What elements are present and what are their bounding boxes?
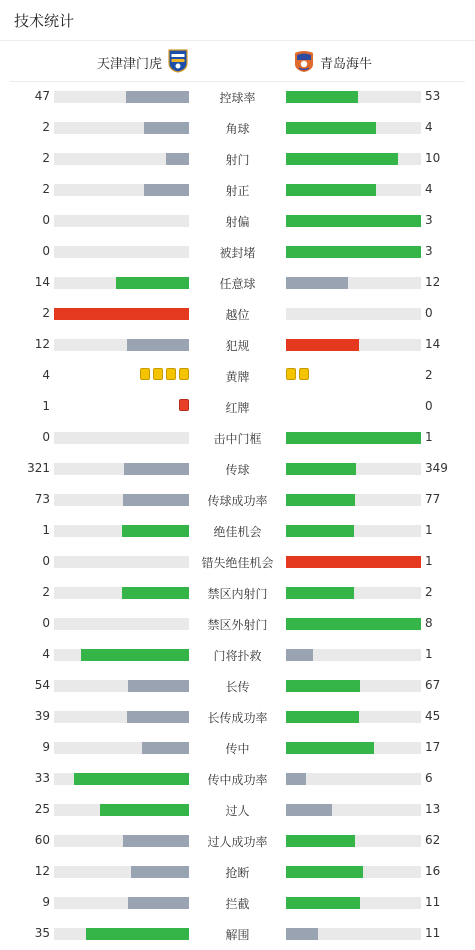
away-bar-fill — [286, 556, 421, 568]
stat-row — [0, 825, 475, 856]
stat-label: 红牌 — [225, 401, 250, 415]
away-bar-fill — [286, 432, 421, 444]
home-bar-track — [54, 618, 189, 630]
away-stat-value: 6 — [425, 771, 433, 785]
stat-row — [0, 670, 475, 701]
home-bar-track — [54, 711, 189, 723]
stat-row — [0, 608, 475, 639]
away-bar-fill — [286, 773, 306, 785]
away-bar-track — [286, 618, 421, 630]
home-bar-fill — [131, 866, 189, 878]
away-bar-fill — [286, 618, 421, 630]
home-bar-track — [54, 525, 189, 537]
away-bar-track — [286, 773, 421, 785]
stat-row — [0, 391, 475, 422]
stat-row — [0, 453, 475, 484]
away-stat-value: 0 — [425, 399, 433, 413]
home-bar-fill — [124, 463, 189, 475]
home-bar-fill — [144, 122, 189, 134]
away-stat-value: 16 — [425, 864, 441, 878]
home-stat-value: 60 — [34, 833, 50, 847]
home-stat-value: 12 — [34, 864, 50, 878]
away-stat-value: 67 — [425, 678, 441, 692]
away-stat-value: 10 — [425, 151, 441, 165]
away-bar-track — [286, 277, 421, 289]
away-stat-value: 1 — [425, 554, 433, 568]
home-bar-track — [54, 866, 189, 878]
stat-label: 传中成功率 — [207, 773, 268, 787]
away-team-name: 青岛海牛 — [320, 57, 373, 72]
home-stat-value: 12 — [34, 337, 50, 351]
stat-row — [0, 546, 475, 577]
home-stat-value: 73 — [34, 492, 50, 506]
home-stat-value: 1 — [42, 399, 50, 413]
home-bar-fill — [122, 587, 190, 599]
stat-row — [0, 918, 475, 949]
away-stat-value: 3 — [425, 244, 433, 258]
away-bar-fill — [286, 804, 332, 816]
home-bar-track — [54, 649, 189, 661]
stat-label: 传中 — [225, 742, 250, 756]
home-stat-value: 321 — [27, 461, 50, 475]
qingdao-crest-icon — [293, 49, 315, 73]
stat-row — [0, 763, 475, 794]
away-bar-track — [286, 308, 421, 320]
home-bar-fill — [54, 308, 189, 320]
away-bar-track — [286, 339, 421, 351]
home-bar-track — [54, 897, 189, 909]
home-bar-track — [54, 153, 189, 165]
home-cards — [179, 399, 189, 413]
stat-row — [0, 174, 475, 205]
home-stat-value: 14 — [34, 275, 50, 289]
stat-label: 禁区内射门 — [207, 587, 268, 601]
stat-label: 控球率 — [219, 91, 256, 105]
home-bar-fill — [122, 525, 190, 537]
home-stat-value: 54 — [34, 678, 50, 692]
away-stat-value: 1 — [425, 523, 433, 537]
away-bar-track — [286, 215, 421, 227]
away-bar-fill — [286, 711, 359, 723]
stat-label: 错失绝佳机会 — [201, 556, 274, 570]
away-stat-value: 2 — [425, 585, 433, 599]
stat-label: 过人成功率 — [207, 835, 268, 849]
home-bar-track — [54, 339, 189, 351]
home-bar-track — [54, 928, 189, 940]
away-bar-fill — [286, 866, 363, 878]
away-stat-value: 0 — [425, 306, 433, 320]
stat-row — [0, 856, 475, 887]
away-stat-value: 3 — [425, 213, 433, 227]
home-bar-track — [54, 432, 189, 444]
away-bar-track — [286, 649, 421, 661]
away-stat-value: 11 — [425, 926, 441, 940]
stat-row — [0, 236, 475, 267]
home-stat-value: 35 — [34, 926, 50, 940]
yellow-card-icon — [140, 368, 150, 380]
away-bar-track — [286, 91, 421, 103]
stat-label: 任意球 — [219, 277, 256, 291]
away-bar-track — [286, 556, 421, 568]
tianjin-crest-icon — [168, 49, 188, 73]
home-bar-track — [54, 308, 189, 320]
home-bar-track — [54, 215, 189, 227]
away-bar-fill — [286, 897, 360, 909]
stat-label: 绝佳机会 — [213, 525, 262, 539]
away-stat-value: 53 — [425, 89, 441, 103]
home-stat-value: 2 — [42, 306, 50, 320]
away-bar-track — [286, 835, 421, 847]
stat-label: 禁区外射门 — [207, 618, 268, 632]
stat-row — [0, 112, 475, 143]
stat-label: 门将扑救 — [213, 649, 262, 663]
away-stat-value: 349 — [425, 461, 448, 475]
away-stat-value: 13 — [425, 802, 441, 816]
stat-row — [0, 329, 475, 360]
home-bar-fill — [123, 835, 189, 847]
home-stat-value: 4 — [42, 368, 50, 382]
home-bar-track — [54, 742, 189, 754]
stat-label: 射门 — [225, 153, 250, 167]
home-bar-track — [54, 463, 189, 475]
yellow-card-icon — [153, 368, 163, 380]
home-bar-fill — [127, 711, 189, 723]
yellow-card-icon — [166, 368, 176, 380]
away-bar-track — [286, 866, 421, 878]
stat-row — [0, 267, 475, 298]
stat-label: 射正 — [225, 184, 250, 198]
stat-row — [0, 732, 475, 763]
home-stat-value: 9 — [42, 895, 50, 909]
home-stat-value: 25 — [34, 802, 50, 816]
home-bar-track — [54, 587, 189, 599]
red-card-icon — [179, 399, 189, 411]
home-stat-value: 0 — [42, 430, 50, 444]
away-bar-fill — [286, 184, 376, 196]
stat-label: 过人 — [225, 804, 250, 818]
away-bar-fill — [286, 649, 313, 661]
home-bar-fill — [142, 742, 189, 754]
away-bar-fill — [286, 525, 354, 537]
away-stat-value: 1 — [425, 430, 433, 444]
home-bar-fill — [86, 928, 189, 940]
away-bar-track — [286, 587, 421, 599]
stat-label: 抢断 — [225, 866, 250, 880]
home-bar-track — [54, 91, 189, 103]
away-stat-value: 2 — [425, 368, 433, 382]
home-bar-fill — [116, 277, 189, 289]
away-bar-track — [286, 711, 421, 723]
home-stat-value: 47 — [34, 89, 50, 103]
stat-label: 黄牌 — [225, 370, 250, 384]
away-stat-value: 4 — [425, 182, 433, 196]
away-bar-track — [286, 463, 421, 475]
away-bar-fill — [286, 680, 360, 692]
stat-row — [0, 577, 475, 608]
stat-label: 角球 — [225, 122, 250, 136]
away-bar-fill — [286, 463, 356, 475]
away-bar-fill — [286, 835, 355, 847]
away-bar-fill — [286, 246, 421, 258]
away-stat-value: 45 — [425, 709, 441, 723]
away-bar-fill — [286, 122, 376, 134]
home-bar-track — [54, 246, 189, 258]
away-bar-fill — [286, 277, 348, 289]
teams-header — [0, 46, 475, 78]
home-stat-value: 39 — [34, 709, 50, 723]
away-bar-fill — [286, 215, 421, 227]
home-stat-value: 0 — [42, 213, 50, 227]
away-bar-track — [286, 928, 421, 940]
away-bar-track — [286, 742, 421, 754]
away-stat-value: 4 — [425, 120, 433, 134]
stat-row — [0, 360, 475, 391]
stat-label: 传球成功率 — [207, 494, 268, 508]
away-bar-track — [286, 432, 421, 444]
home-bar-track — [54, 277, 189, 289]
stat-label: 拦截 — [225, 897, 250, 911]
header-divider — [0, 40, 475, 41]
stats-table — [0, 81, 475, 949]
home-stat-value: 0 — [42, 554, 50, 568]
home-bar-track — [54, 680, 189, 692]
home-bar-fill — [127, 339, 189, 351]
home-stat-value: 2 — [42, 151, 50, 165]
home-bar-fill — [128, 680, 189, 692]
stat-row — [0, 701, 475, 732]
stat-label: 犯规 — [225, 339, 250, 353]
away-bar-track — [286, 897, 421, 909]
yellow-card-icon — [286, 368, 296, 380]
home-stat-value: 33 — [34, 771, 50, 785]
home-stat-value: 0 — [42, 244, 50, 258]
away-bar-fill — [286, 742, 374, 754]
stat-row — [0, 484, 475, 515]
stat-label: 解围 — [225, 928, 250, 942]
page-title: 技术统计 — [14, 12, 75, 30]
stat-label: 长传成功率 — [207, 711, 268, 725]
away-bar-fill — [286, 494, 355, 506]
away-bar-track — [286, 680, 421, 692]
home-bar-fill — [128, 897, 189, 909]
stat-label: 被封堵 — [219, 246, 256, 260]
home-bar-track — [54, 494, 189, 506]
stat-row — [0, 81, 475, 112]
yellow-card-icon — [299, 368, 309, 380]
home-bar-fill — [144, 184, 189, 196]
away-stat-value: 11 — [425, 895, 441, 909]
home-stat-value: 2 — [42, 585, 50, 599]
home-bar-track — [54, 773, 189, 785]
stat-label: 击中门框 — [213, 432, 262, 446]
away-bar-track — [286, 246, 421, 258]
home-bar-fill — [126, 91, 189, 103]
away-bar-track — [286, 153, 421, 165]
home-bar-track — [54, 556, 189, 568]
away-stat-value: 1 — [425, 647, 433, 661]
stat-row — [0, 887, 475, 918]
stat-row — [0, 205, 475, 236]
away-bar-fill — [286, 339, 359, 351]
home-bar-track — [54, 184, 189, 196]
home-team-name: 天津津门虎 — [96, 57, 162, 72]
stat-label: 射偏 — [225, 215, 250, 229]
home-stat-value: 0 — [42, 616, 50, 630]
away-bar-fill — [286, 153, 398, 165]
home-cards — [140, 368, 189, 382]
away-bar-track — [286, 525, 421, 537]
away-stat-value: 12 — [425, 275, 441, 289]
stat-row — [0, 298, 475, 329]
home-stat-value: 2 — [42, 120, 50, 134]
home-bar-fill — [166, 153, 189, 165]
stat-row — [0, 422, 475, 453]
home-stat-value: 9 — [42, 740, 50, 754]
home-bar-fill — [100, 804, 189, 816]
stat-row — [0, 143, 475, 174]
away-stat-value: 8 — [425, 616, 433, 630]
home-stat-value: 1 — [42, 523, 50, 537]
stat-row — [0, 639, 475, 670]
away-bar-track — [286, 184, 421, 196]
away-stat-value: 17 — [425, 740, 441, 754]
away-bar-track — [286, 122, 421, 134]
away-stat-value: 14 — [425, 337, 441, 351]
away-bar-track — [286, 494, 421, 506]
away-bar-fill — [286, 587, 354, 599]
home-bar-track — [54, 804, 189, 816]
stat-label: 传球 — [225, 463, 250, 477]
away-bar-track — [286, 804, 421, 816]
away-cards — [286, 368, 309, 382]
stat-label: 长传 — [225, 680, 250, 694]
home-bar-fill — [81, 649, 189, 661]
home-bar-fill — [74, 773, 189, 785]
home-stat-value: 2 — [42, 182, 50, 196]
away-bar-fill — [286, 91, 358, 103]
home-stat-value: 4 — [42, 647, 50, 661]
home-bar-track — [54, 835, 189, 847]
home-bar-track — [54, 122, 189, 134]
away-stat-value: 62 — [425, 833, 441, 847]
stat-label: 越位 — [225, 308, 250, 322]
stat-row — [0, 515, 475, 546]
away-stat-value: 77 — [425, 492, 441, 506]
yellow-card-icon — [179, 368, 189, 380]
home-bar-fill — [123, 494, 189, 506]
stat-row — [0, 794, 475, 825]
away-bar-fill — [286, 928, 318, 940]
